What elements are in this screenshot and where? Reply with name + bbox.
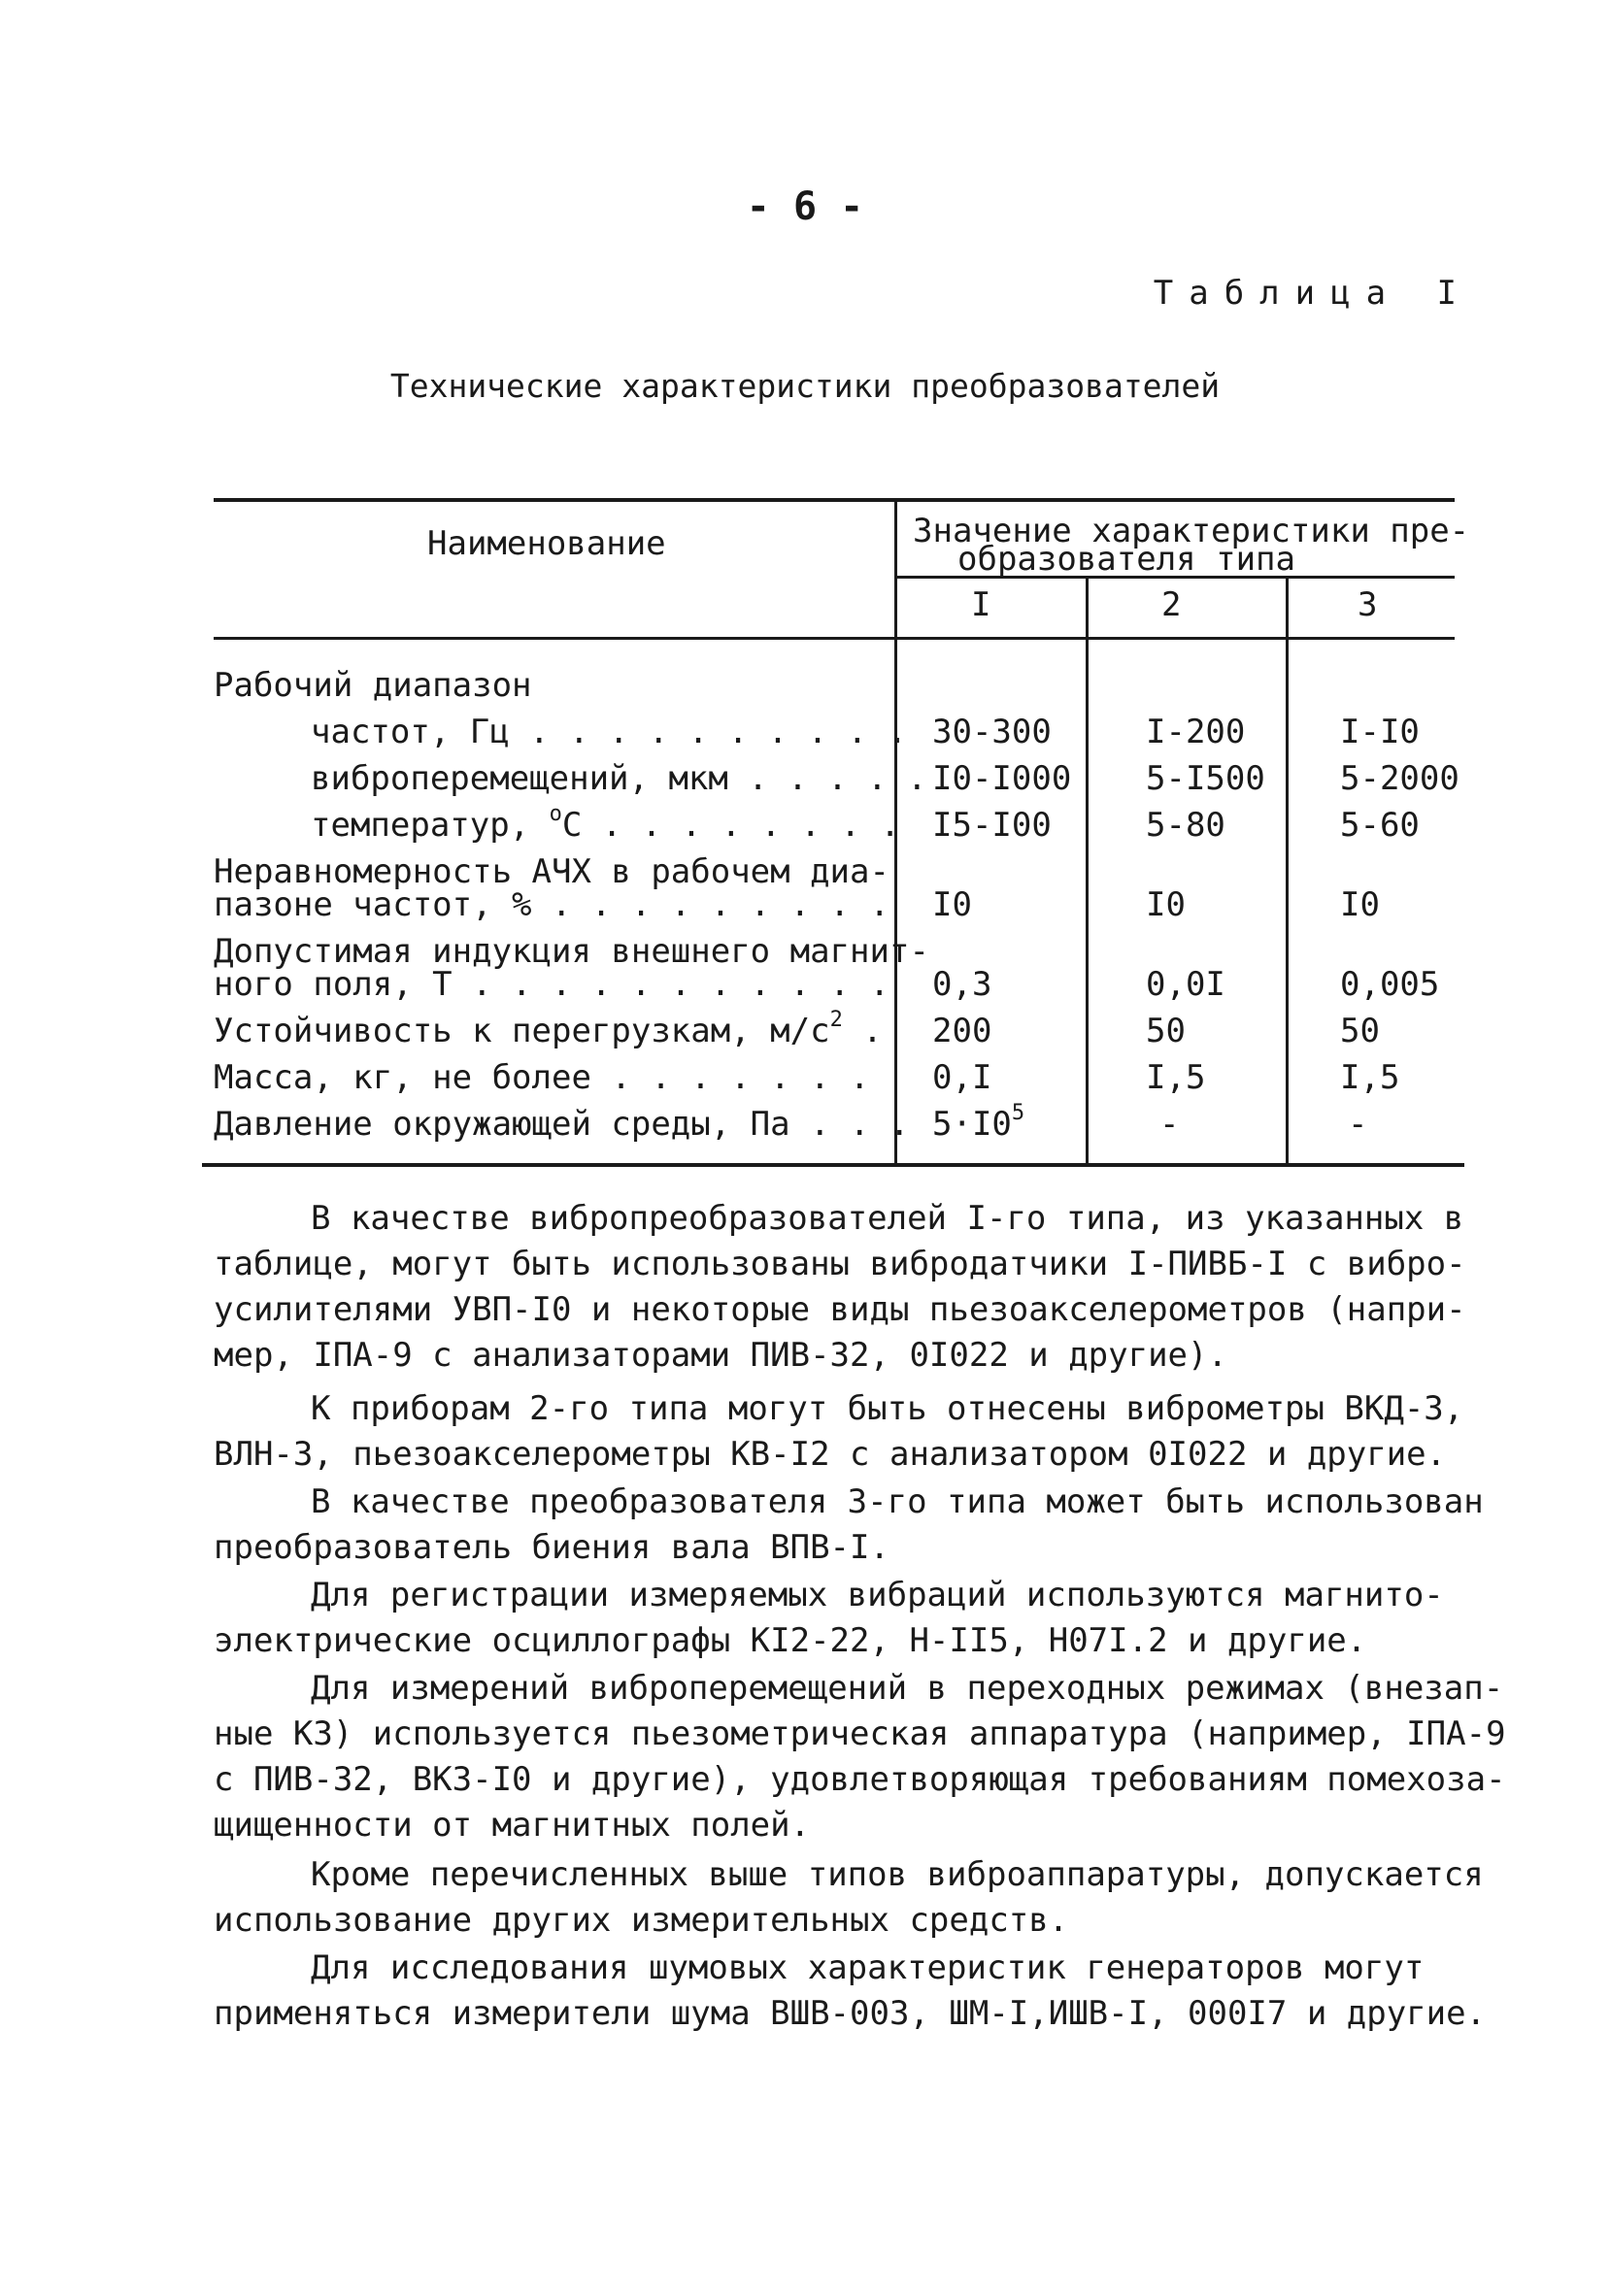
row-label-overload-post: . [842,1012,883,1050]
row-disp-type2: 5-I500 [1146,759,1265,798]
row-label-unevenness-l1: Неравномерность АЧХ в рабочем диа- [214,852,889,891]
paragraph-7-line-1: Для исследования шумовых характеристик генераторов могут [311,1948,1425,1987]
row-label-overload-sup: 2 [829,1007,843,1032]
paragraph-4-line-1: Для регистрации измеряемых вибраций используются магнито- [311,1576,1444,1614]
row-label-overload [214,1007,883,1050]
row-temp-type1: I5-I00 [932,806,1052,845]
column-divider-2 [1086,576,1089,1165]
row-pressure-type1-pre: 5·I0 [932,1105,1012,1144]
row-pressure-type2: - [1159,1105,1180,1144]
row-label-pressure: Давление окружающей среды, Па . . . [214,1105,910,1144]
paragraph-1-line-4: мер, IПА-9 с анализаторами ПИВ-32, 0I022 и другие). [214,1336,1227,1375]
row-induction-type2: 0,0I [1146,965,1225,1004]
row-label-disp: виброперемещений, мкм . . . . . [311,759,927,798]
row-label-unevenness-l2: пазоне частот, % . . . . . . . . . [214,885,889,924]
row-label-induction-l2: ного поля, Т . . . . . . . . . . . [214,965,889,1004]
paragraph-3-line-1: В качестве преобразователя 3-го типа может быть использован [311,1482,1484,1521]
paragraph-5-line-4: щищенности от магнитных полей. [214,1806,811,1845]
row-unevenness-type3: I0 [1340,885,1380,924]
paragraph-1 [214,1196,1476,1379]
row-pressure-type3: - [1348,1105,1368,1144]
row-freq-type3: I-I0 [1340,713,1420,751]
paragraph-3-line-2: преобразователь биения вала ВПВ-I. [214,1528,889,1567]
paragraph-2-line-2: ВЛН-3, пьезоакселерометры КВ-I2 с анализатором 0I022 и другие. [214,1435,1447,1474]
row-label-temp-pre: температур, [311,806,550,845]
type-header-3: 3 [1358,585,1378,624]
row-mass-type2: I,5 [1146,1058,1206,1097]
row-disp-type3: 5-2000 [1340,759,1459,798]
row-induction-type3: 0,005 [1340,965,1440,1004]
row-unevenness-type1: I0 [932,885,972,924]
group-header-line1: Значение характеристики пре- [913,512,1470,550]
paragraph-3 [214,1480,1484,1571]
table-bottom-rule [202,1163,1464,1167]
row-induction-type1: 0,3 [932,965,992,1004]
table-label: Таблица I [1153,274,1472,313]
paragraph-7-line-2: применяться измерители шума ВШВ-003, ШМ-I,ИШВ-I, 000I7 и другие. [214,1994,1487,2033]
paragraph-1-line-3: усилителями УВП-I0 и некоторые виды пьезоакселерометров (напри- [214,1290,1466,1329]
row-freq-type2: I-200 [1146,713,1246,751]
paragraph-6-line-2: использование других измерительных средств. [214,1901,1069,1940]
row-mass-type3: I,5 [1340,1058,1400,1097]
row-label-overload-pre: Устойчивость к перегрузкам, м/с [214,1012,830,1050]
col-name-header: Наименование [427,524,666,563]
paragraph-1-line-2: таблице, могут быть использованы вибродатчики I-ПИВБ-I с вибро- [214,1245,1466,1283]
paragraph-2 [214,1386,1476,1478]
row-label-range: Рабочий диапазон [214,666,532,705]
column-divider-3 [1286,576,1289,1165]
row-label-temp [311,801,900,845]
paragraph-5 [214,1666,1506,1848]
group-header-line2: образователя типа [957,540,1295,579]
type-header-2: 2 [1161,585,1182,624]
row-temp-type3: 5-60 [1340,806,1420,845]
paragraph-5-line-1: Для измерений виброперемещений в переходных режимах (внезап- [311,1669,1504,1708]
row-disp-type1: I0-I000 [932,759,1072,798]
paragraph-7 [214,1946,1487,2037]
type-header-1: I [971,585,991,624]
row-mass-type1: 0,I [932,1058,992,1097]
table-title: Технические характеристики преобразователей [389,367,1221,405]
table-top-rule [214,498,1455,502]
header-bottom-rule [214,637,1455,640]
page-number: - 6 - [746,184,864,229]
row-label-induction-l1: Допустимая индукция внешнего магнит- [214,932,929,971]
paragraph-5-line-2: ные КЗ) используется пьезометрическая аппаратура (например, IПА-9 [214,1714,1506,1753]
row-overload-type1: 200 [932,1012,992,1050]
paragraph-2-line-1: К приборам 2-го типа могут быть отнесены виброметры ВКД-3, [311,1389,1464,1428]
paragraph-5-line-3: с ПИВ-32, ВКЗ-I0 и другие), удовлетворяющая требованиям помехоза- [214,1760,1506,1799]
row-freq-type1: 30-300 [932,713,1052,751]
row-label-temp-sup: о [549,801,562,826]
row-label-mass: Масса, кг, не более . . . . . . . [214,1058,870,1097]
paragraph-1-line-1: В качестве вибропреобразователей I-го типа, из указанных в [311,1199,1464,1238]
row-overload-type3: 50 [1340,1012,1380,1050]
row-pressure-type1-sup: 5 [1011,1100,1025,1125]
paragraph-6-line-1: Кроме перечисленных выше типов виброаппаратуры, допускается [311,1855,1484,1894]
row-overload-type2: 50 [1146,1012,1186,1050]
row-unevenness-type2: I0 [1146,885,1186,924]
paragraph-4 [214,1573,1476,1664]
paragraph-6 [214,1852,1484,1944]
row-temp-type2: 5-80 [1146,806,1225,845]
paragraph-4-line-2: электрические осциллографы КI2-22, Н-II5, Н07I.2 и другие. [214,1621,1367,1660]
row-label-temp-post: С . . . . . . . . [561,806,900,845]
row-pressure-type1 [932,1100,1025,1144]
row-label-freq: частот, Гц . . . . . . . . . . [311,713,908,751]
